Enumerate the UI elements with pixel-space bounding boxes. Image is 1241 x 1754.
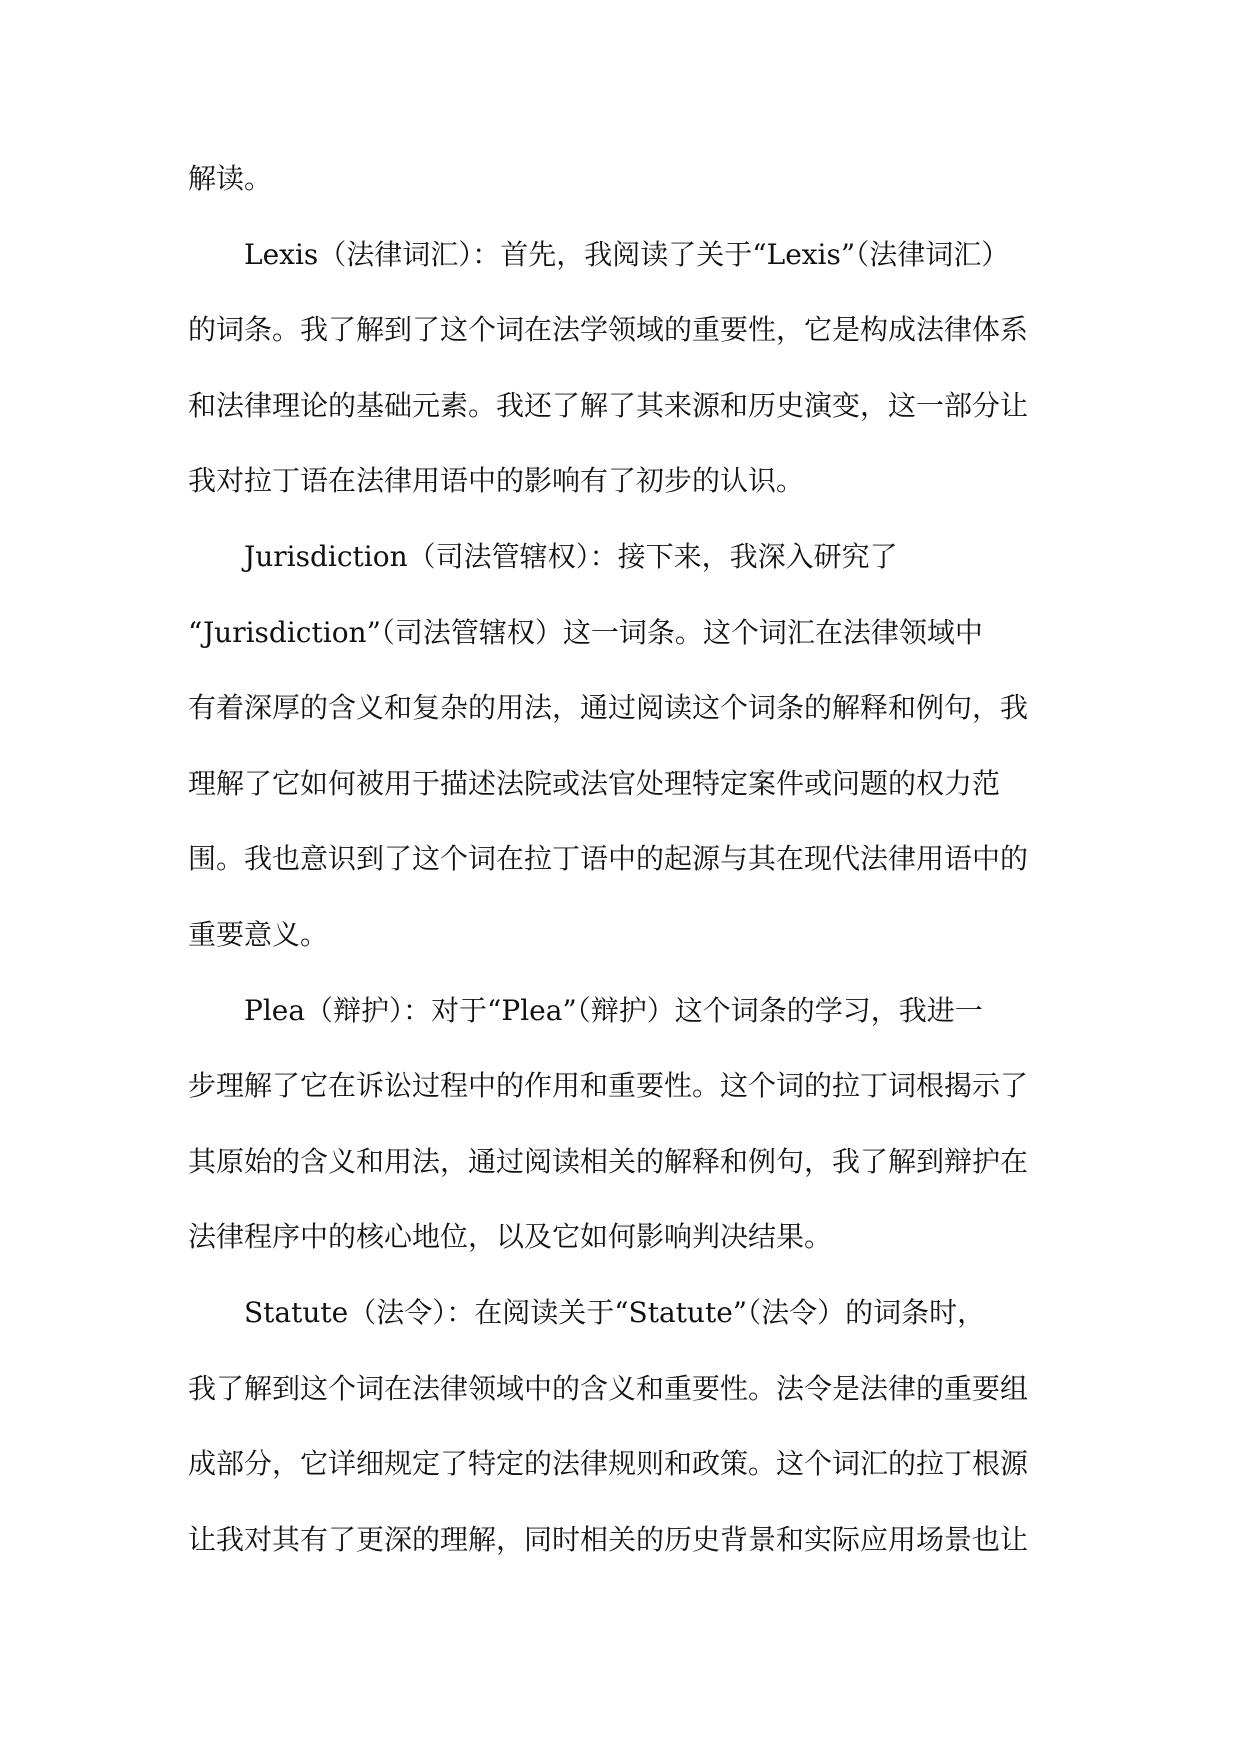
paragraph-lexis (188, 217, 1054, 519)
paragraph-statute (188, 1275, 1054, 1577)
paragraph-jurisdiction (188, 519, 1054, 973)
text-line: 让我对其有了更深的理解，同时相关的历史背景和实际应用场景也让 (188, 1522, 1029, 1556)
text-line: “Jurisdiction”（司法管辖权）这一词条。这个词汇在法律领域中 (188, 615, 983, 649)
text-line: 法律程序中的核心地位，以及它如何影响判决结果。 (188, 1220, 833, 1254)
text-line: 我了解到这个词在法律领域中的含义和重要性。法令是法律的重要组 (188, 1371, 1029, 1405)
text-line: Plea（辩护）：对于“Plea”（辩护）这个词条的学习，我进一 (244, 993, 983, 1027)
text-line: 我对拉丁语在法律用语中的影响有了初步的认识。 (188, 464, 805, 498)
text-line: 的词条。我了解到了这个词在法学领域的重要性，它是构成法律体系 (188, 313, 1029, 347)
text-line: Statute（法令）：在阅读关于“Statute”（法令）的词条时， (244, 1295, 986, 1329)
text-line: 和法律理论的基础元素。我还了解了其来源和历史演变，这一部分让 (188, 388, 1029, 422)
text-line: 理解了它如何被用于描述法院或法官处理特定案件或问题的权力范 (188, 766, 1001, 800)
text-line: 围。我也意识到了这个词在拉丁语中的起源与其在现代法律用语中的 (188, 842, 1029, 876)
text-line: 有着深厚的含义和复杂的用法，通过阅读这个词条的解释和例句，我 (188, 691, 1029, 725)
text-line: 重要意义。 (188, 917, 329, 951)
text-line: 成部分，它详细规定了特定的法律规则和政策。这个词汇的拉丁根源 (188, 1447, 1029, 1481)
text-line: Lexis（法律词汇）：首先，我阅读了关于“Lexis”（法律词汇） (244, 237, 1010, 271)
paragraph-continuation (188, 141, 1054, 217)
text-line: 解读。 (188, 162, 273, 195)
text-line: 其原始的含义和用法，通过阅读相关的解释和例句，我了解到辩护在 (188, 1144, 1029, 1178)
document-body (188, 141, 1054, 1577)
paragraph-plea (188, 973, 1054, 1275)
text-line: Jurisdiction（司法管辖权）：接下来，我深入研究了 (244, 539, 898, 573)
text-line: 步理解了它在诉讼过程中的作用和重要性。这个词的拉丁词根揭示了 (188, 1069, 1029, 1103)
